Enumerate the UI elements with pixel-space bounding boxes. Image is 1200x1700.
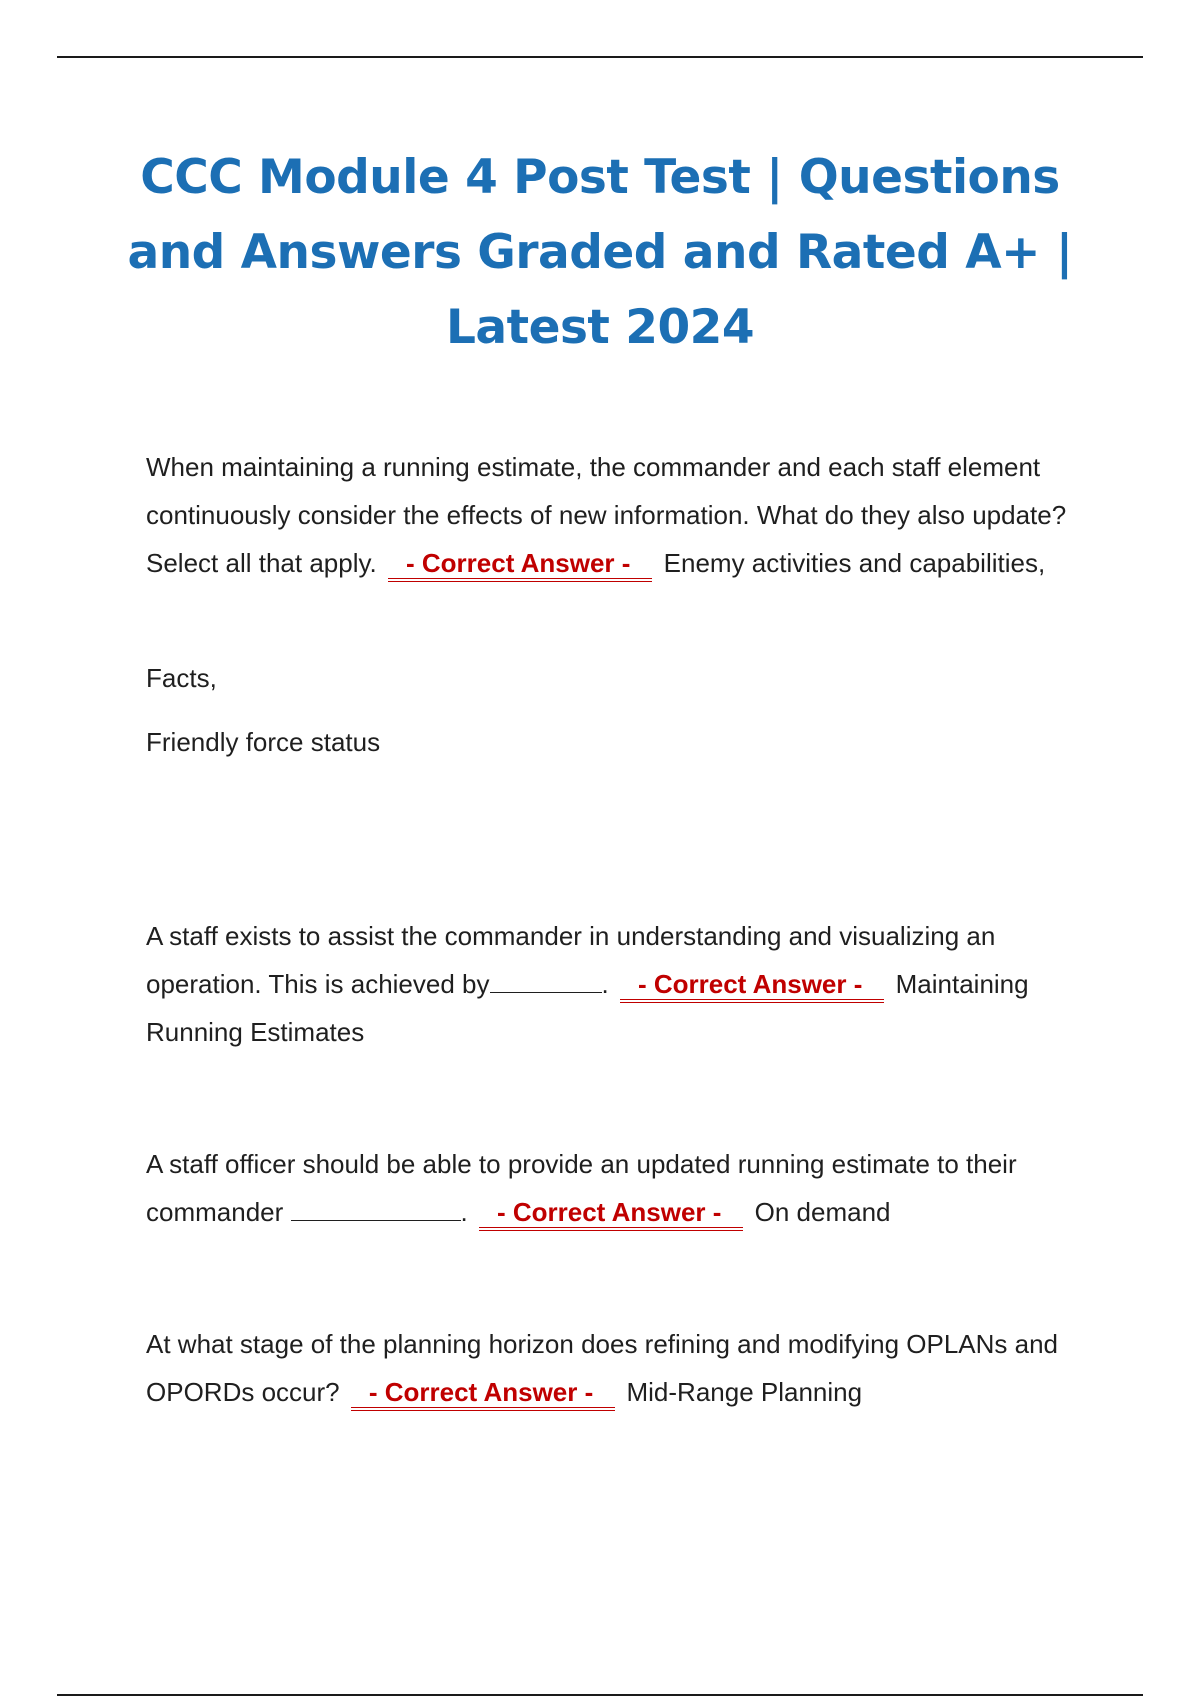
- question-2-text: A staff exists to assist the commander in understanding and visualizing an operation. This is achieved by: [146, 921, 996, 999]
- question-1-answer-line-2: Facts,: [146, 663, 217, 693]
- fill-in-blank: [490, 992, 602, 993]
- correct-answer-label: - Correct Answer -: [620, 969, 884, 1003]
- correct-answer-label: - Correct Answer -: [351, 1377, 615, 1411]
- bottom-rule: [57, 1694, 1143, 1696]
- question-3: [146, 1140, 1106, 1236]
- question-2-answer: Maintaining Running Estimates: [146, 969, 1029, 1047]
- document-title: CCC Module 4 Post Test | Questions and Answers Graded and Rated A+ | Latest 2024: [127, 150, 1073, 355]
- question-4-text: At what stage of the planning horizon does refining and modifying OPLANs and OPORDs occur?: [146, 1329, 1059, 1407]
- fill-in-blank: [291, 1220, 461, 1221]
- question-4: [146, 1320, 1106, 1416]
- question-1-answer-line-1: Enemy activities and capabilities,: [663, 548, 1046, 578]
- question-3-answer: On demand: [754, 1197, 891, 1227]
- top-rule: [57, 56, 1143, 58]
- question-2-punctuation: .: [601, 969, 609, 999]
- question-3-punctuation: .: [460, 1197, 468, 1227]
- question-4-answer: Mid-Range Planning: [626, 1377, 863, 1407]
- question-1-answer-line-3: Friendly force status: [146, 727, 381, 757]
- question-2: [146, 912, 1106, 1056]
- question-3-text: A staff officer should be able to provide an updated running estimate to their commander: [146, 1149, 1017, 1227]
- correct-answer-label: - Correct Answer -: [479, 1197, 743, 1231]
- question-1-text: When maintaining a running estimate, the commander and each staff element continuously consider the effects of new information. What do they also update? Select all that apply.: [146, 452, 1067, 578]
- question-1: [146, 443, 1106, 587]
- correct-answer-label: - Correct Answer -: [388, 548, 652, 582]
